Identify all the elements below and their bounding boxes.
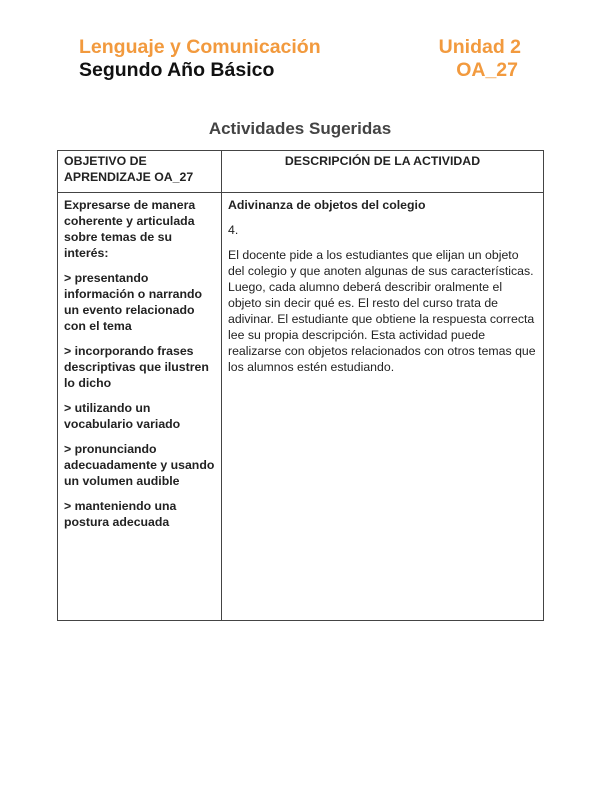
section-title: Actividades Sugeridas: [208, 119, 392, 138]
activity-title: Adivinanza de objetos del colegio: [228, 198, 426, 212]
objective-item: > incorporando frases descriptivas que ilustren lo dicho: [64, 344, 209, 390]
oa-label: OA_27: [456, 59, 518, 81]
subject-title: Lenguaje y Comunicación: [79, 36, 321, 58]
activity-number: 4.: [228, 223, 239, 237]
description-cell: [222, 193, 544, 621]
objective-item: Expresarse de manera coherente y articulada sobre temas de su interés:: [64, 198, 196, 260]
table-header-row: [58, 151, 544, 193]
objectives-cell: [58, 193, 222, 621]
objective-header: OBJETIVO DE APRENDIZAJE OA_27: [58, 151, 222, 193]
table-row: [58, 193, 544, 621]
objective-item: > pronunciando adecuadamente y usando un volumen audible: [64, 442, 215, 488]
objective-item: > utilizando un vocabulario variado: [64, 401, 181, 431]
activity-description: El docente pide a los estudiantes que elijan un objeto del colegio y que anoten algunas de sus características. Luego, cada alumno deberá describir oralmente el objeto sin decir qué es. El resto del curso trata de adivinar. El estudiante que obtiene la respuesta correcta lee su propia descripción. Esta actividad puede realizarse con objetos relacionados con otros temas que los alumnos estén estudiando.: [228, 248, 536, 374]
objective-item: > manteniendo una postura adecuada: [64, 499, 177, 529]
objective-item: > presentando información o narrando un evento relacionado con el tema: [64, 271, 203, 333]
unit-label: Unidad 2: [438, 36, 521, 58]
activities-table: [57, 150, 544, 621]
grade-title: Segundo Año Básico: [79, 59, 275, 81]
description-header: DESCRIPCIÓN DE LA ACTIVIDAD: [222, 151, 544, 193]
